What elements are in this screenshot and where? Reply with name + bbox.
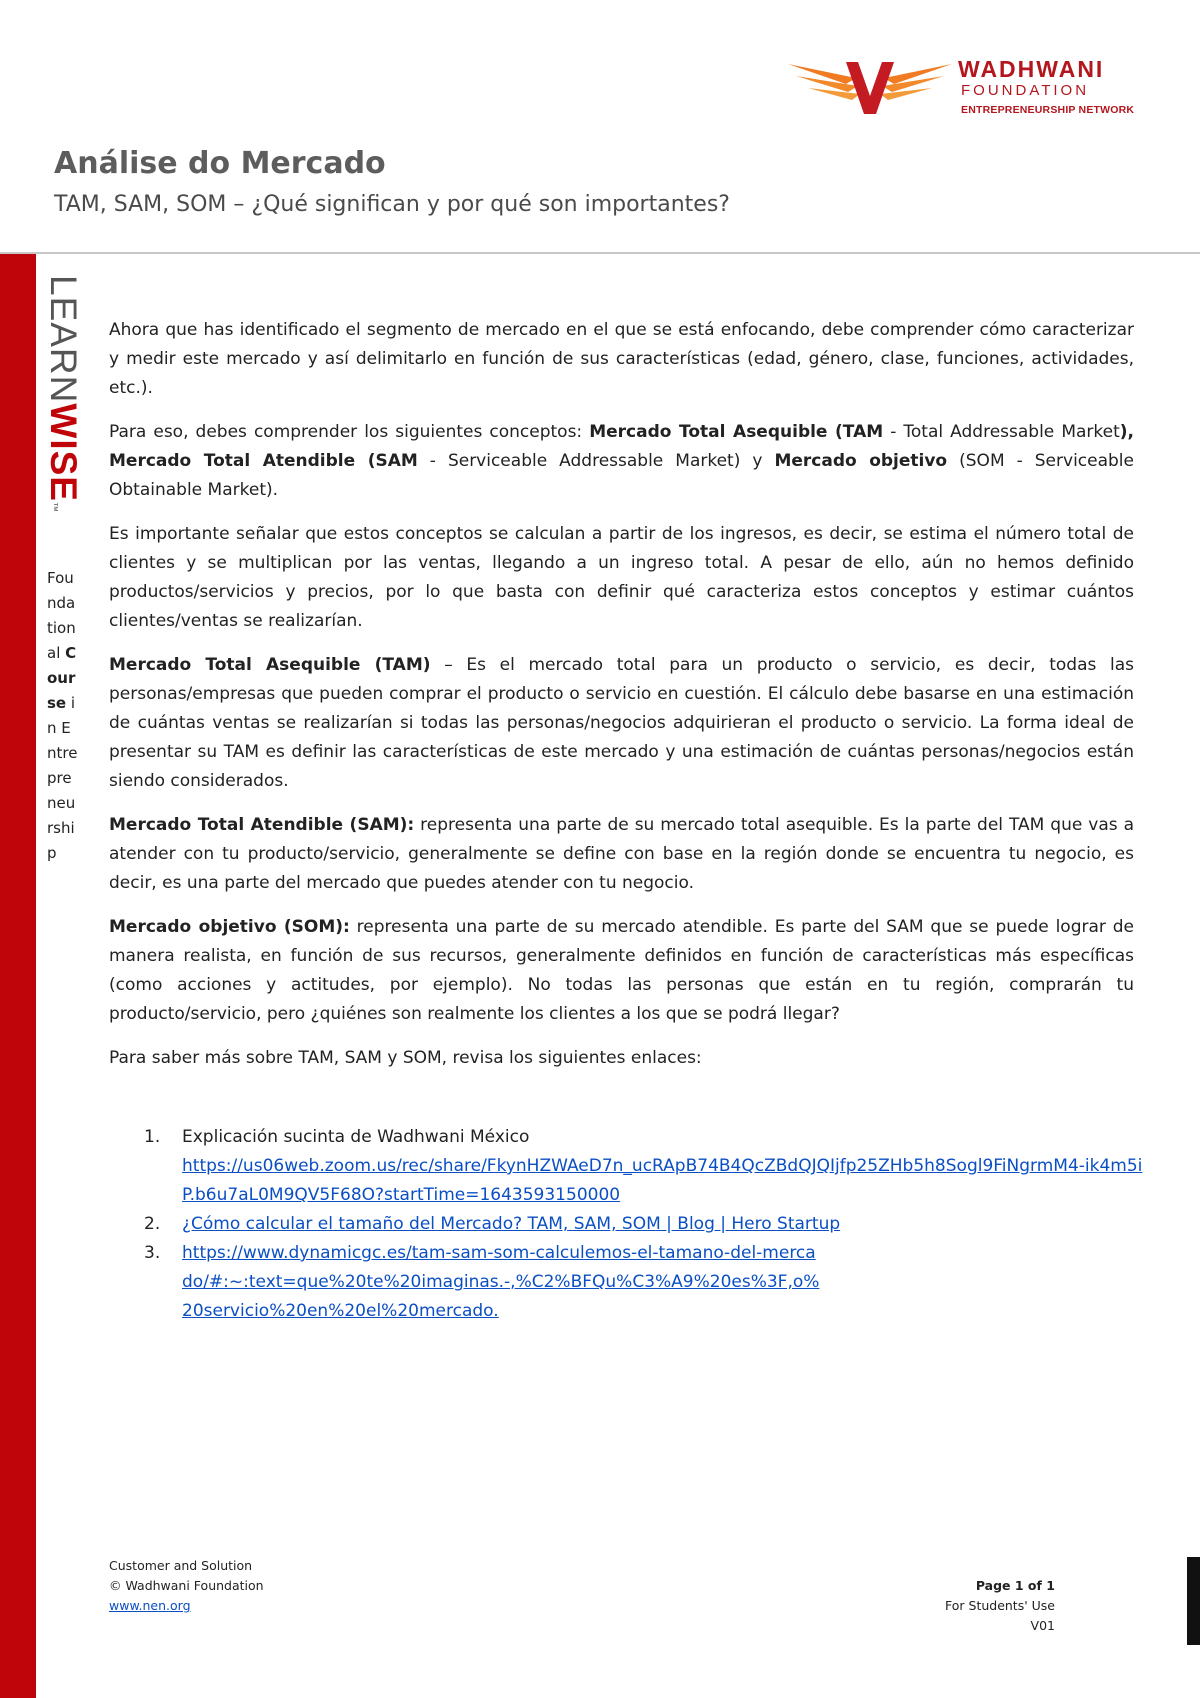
wadhwani-logo bbox=[780, 52, 1140, 122]
tam-text: – Es el mercado total para un producto o servicio, es decir, todas las personas/empresas que pueden comprar el producto o servicio en cuestión. El cálculo debe basarse en una estimación de cuántas ventas se realizarían si todas las personas/negocios adquirieran el producto o servicio. La forma ideal de presentar su TAM es definir las características de este mercado y una estimación de cuántas personas/negocios están siendo considerados. bbox=[109, 655, 1135, 791]
concepts-text-4: (SOM - Serviceable Obtainable Market). bbox=[109, 451, 1134, 500]
document-title: Análise do Mercado bbox=[54, 146, 386, 181]
footer-copyright: © Wadhwani Foundation bbox=[109, 1578, 264, 1593]
footer-version: V01 bbox=[1030, 1618, 1055, 1633]
footer-course: Customer and Solution bbox=[109, 1558, 253, 1573]
paragraph-revenue-note: Es importante señalar que estos conceptos se calculan a partir de los ingresos, es decir, se estima el número total de clientes y se multiplican por las ventas, llegando a un ingreso total. A pesar de ello, aún no hemos definido productos/servicios y precios, por lo que basta con definir qué caracteriza estos conceptos y estimar cuántos clientes/ventas se realizarían. bbox=[109, 524, 1134, 631]
concepts-text-3: - Serviceable Addressable Market) y bbox=[417, 451, 775, 471]
paragraph-tam bbox=[109, 651, 1134, 796]
edge-black-block bbox=[1187, 1557, 1200, 1645]
dynamicgc-link[interactable]: https://www.dynamicgc.es/tam-sam-som-calculemos-el-tamano-del-mercado/#:~:text=que%20te%20imaginas.-,%C2%BFQu%C3%A9%20es%3F,o%20servicio%20en%20el%20mercado. bbox=[182, 1243, 820, 1321]
logo-network: ENTREPRENEURSHIP NETWORK bbox=[961, 104, 1135, 116]
footer-left bbox=[109, 1556, 264, 1616]
footer-usage: For Students' Use bbox=[945, 1598, 1055, 1613]
paragraph-intro: Ahora que has identificado el segmento de mercado en el que se está enfocando, debe comprender cómo caracterizar y medir este mercado y así delimitarlo en función de sus características (edad, género, clase, funciones, actividades, etc.). bbox=[109, 320, 1134, 398]
som-text: representa una parte de su mercado atendible. Es parte del SAM que se puede lograr de manera realista, en función de sus recursos, generalmente definidos en función de características más específicas (como acciones y actitudes, por ejemplo). No todas las personas que están en tu región, comprarán tu producto/servicio, pero ¿quiénes son realmente los clientes a los que se podrá llegar? bbox=[109, 917, 1134, 1024]
document-subtitle: TAM, SAM, SOM – ¿Qué significan y por qué son importantes? bbox=[54, 192, 730, 217]
concepts-text-1: Para eso, debes comprender los siguientes conceptos: bbox=[109, 422, 590, 442]
sidebar-course-text-2: in Entrepreneurship bbox=[47, 694, 78, 862]
list-number: 2. bbox=[144, 1214, 161, 1234]
zoom-recording-link[interactable]: https://us06web.zoom.us/rec/share/FkynHZWAeD7n_ucRApB74B4QcZBdQJQIjfp25ZHb5h8Sogl9FiNgrmM4-ik4m5iP.b6u7aL0M9QV5F68O?startTime=1643593150000 bbox=[182, 1156, 1143, 1205]
hero-startup-link[interactable]: ¿Cómo calcular el tamaño del Mercado? TAM, SAM, SOM | Blog | Hero Startup bbox=[182, 1214, 841, 1234]
concepts-bold-som: Mercado objetivo bbox=[774, 451, 948, 471]
concepts-text-2: - Total Addressable Market bbox=[883, 422, 1120, 442]
learnwise-trademark: ™ bbox=[48, 501, 59, 513]
learnwise-logo bbox=[43, 275, 83, 545]
sam-heading: Mercado Total Atendible (SAM): bbox=[109, 815, 415, 835]
sidebar-course-text-bold: Course bbox=[47, 644, 77, 712]
document-body bbox=[109, 316, 1143, 1326]
list-number: 1. bbox=[144, 1127, 161, 1147]
paragraph-som bbox=[109, 913, 1134, 1029]
list-item bbox=[109, 1123, 1143, 1210]
list-item bbox=[109, 1239, 1134, 1326]
links-list bbox=[109, 1123, 1143, 1326]
header-divider bbox=[0, 252, 1200, 254]
logo-name: WADHWANI bbox=[958, 56, 1105, 82]
list-item bbox=[109, 1210, 1134, 1239]
concepts-bold-tam: Mercado Total Asequible (TAM bbox=[589, 422, 884, 442]
footer-right bbox=[945, 1576, 1055, 1636]
sidebar-course-text bbox=[47, 566, 79, 866]
wadhwani-wing-logo-icon bbox=[786, 56, 954, 118]
som-heading: Mercado objetivo (SOM): bbox=[109, 917, 350, 937]
learnwise-brand-light: LEARN bbox=[43, 275, 84, 404]
paragraph-sam bbox=[109, 811, 1134, 898]
logo-sub: FOUNDATION bbox=[961, 82, 1090, 99]
paragraph-links-intro: Para saber más sobre TAM, SAM y SOM, revisa los siguientes enlaces: bbox=[109, 1048, 702, 1068]
learnwise-brand-bold: WISE bbox=[43, 403, 84, 502]
concepts-bold-sam: ), Mercado Total Atendible (SAM bbox=[109, 422, 1134, 471]
tam-heading: Mercado Total Asequible (TAM) bbox=[109, 655, 431, 675]
sidebar-course-text-1: Foundational bbox=[47, 569, 76, 662]
page-number: Page 1 of 1 bbox=[975, 1578, 1055, 1593]
paragraph-concepts bbox=[109, 418, 1134, 505]
footer-website-link[interactable]: www.nen.org bbox=[109, 1598, 191, 1613]
sam-text: representa una parte de su mercado total asequible. Es la parte del TAM que vas a atender con tu producto/servicio, generalmente se define con base en la región donde se encuentra tu negocio, es decir, es una parte del mercado que puedes atender con tu negocio. bbox=[109, 815, 1134, 893]
link-label: Explicación sucinta de Wadhwani México bbox=[182, 1127, 530, 1147]
side-red-bar bbox=[0, 254, 36, 1698]
list-number: 3. bbox=[144, 1243, 161, 1263]
